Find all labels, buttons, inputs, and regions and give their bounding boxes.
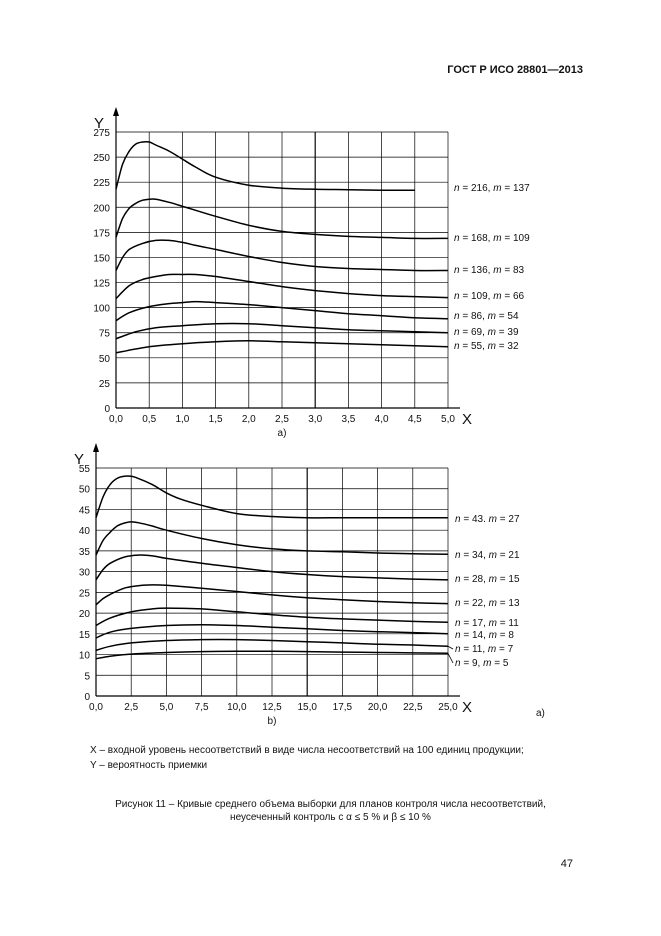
y-tick-label: 225 (93, 178, 110, 190)
y-tick-label: 25 (98, 378, 110, 390)
y-axis-arrowhead (113, 107, 119, 116)
x-tick-label: 4,0 (374, 414, 389, 425)
series-group (96, 476, 453, 663)
series-label: n = 69, m = 39 (454, 327, 519, 338)
chart-a (0, 88, 661, 438)
series-leader (448, 646, 453, 649)
x-description: X – входной уровень несоответствий в виде числа несоответствий на 100 единиц продукции; (90, 745, 524, 756)
chart-b (0, 430, 661, 740)
x-tick-label: 20,0 (367, 702, 388, 713)
axis-legend (90, 743, 524, 773)
x-tick-label: 4,5 (407, 414, 422, 425)
y-tick-label: 100 (93, 303, 110, 315)
y-tick-label: 75 (98, 328, 110, 340)
y-tick-label: 55 (78, 464, 90, 475)
x-tick-label: 12,5 (262, 702, 282, 713)
series-label: n = 22, m = 13 (455, 598, 520, 609)
y-tick-label: 40 (78, 526, 90, 538)
y-tick-label: 15 (78, 629, 90, 641)
x-tick-label: 15,0 (297, 702, 317, 713)
x-tick-label: 17,5 (332, 702, 353, 713)
x-tick-label: 1,5 (208, 414, 223, 425)
x-tick-label: 7,5 (194, 702, 209, 713)
x-tick-label: 3,0 (308, 414, 323, 425)
y-tick-label: 0 (84, 692, 90, 703)
x-axis-label: X (462, 699, 473, 716)
series-label: n = 14, m = 8 (455, 630, 514, 641)
y-tick-label: 45 (78, 505, 90, 517)
series-label: n = 17, m = 11 (455, 618, 519, 629)
y-tick-label: 200 (93, 203, 110, 215)
panel-label: b) (267, 716, 277, 727)
series-label: n = 43. m = 27 (455, 514, 520, 525)
x-tick-label: 0,0 (89, 702, 103, 713)
series-label: n = 136, m = 83 (454, 265, 525, 276)
y-tick-label: 0 (104, 404, 110, 415)
x-tick-label: 0,0 (109, 414, 123, 425)
y-tick-label: 275 (93, 128, 110, 139)
series-label: n = 9, m = 5 (455, 658, 509, 669)
series-line (116, 142, 415, 191)
y-tick-label: 150 (93, 253, 110, 265)
document-id: ГОСТ Р ИСО 28801—2013 (447, 64, 583, 76)
x-tick-label: 2,0 (241, 414, 256, 425)
series-label: n = 216, m = 137 (454, 183, 530, 194)
y-axis-label: Y (94, 115, 105, 132)
y-tick-label: 50 (98, 353, 110, 365)
x-tick-label: 2,5 (124, 702, 139, 713)
x-tick-label: 10,0 (227, 702, 247, 713)
y-tick-label: 20 (78, 609, 90, 621)
x-tick-label: 1,0 (175, 414, 190, 425)
x-tick-label: 5,0 (159, 702, 174, 713)
figure-caption (0, 798, 661, 824)
y-description: Y – вероятность приемки (90, 760, 208, 771)
y-tick-label: 250 (93, 153, 110, 165)
y-axis-arrowhead (93, 443, 99, 452)
grid (96, 468, 448, 696)
x-tick-label: 22,5 (403, 702, 423, 713)
series-label: n = 11, m = 7 (455, 644, 514, 655)
page-number: 47 (560, 858, 573, 870)
x-axis-label: X (462, 411, 473, 428)
y-axis-label: Y (74, 451, 85, 468)
x-tick-label: 2,5 (275, 414, 289, 425)
y-tick-label: 35 (78, 546, 90, 558)
x-tick-label: 5,0 (441, 414, 455, 425)
x-tick-label: 3,5 (341, 414, 356, 425)
corner-label: a) (536, 708, 545, 719)
y-tick-label: 5 (84, 671, 90, 683)
panel-label: a) (277, 428, 287, 438)
series-leader (448, 653, 453, 663)
y-tick-label: 125 (93, 278, 110, 290)
y-tick-label: 50 (78, 484, 90, 496)
y-tick-label: 175 (93, 228, 110, 240)
y-tick-label: 30 (78, 567, 90, 579)
x-tick-label: 0,5 (142, 414, 157, 425)
series-label: n = 28, m = 15 (455, 574, 520, 585)
x-tick-label: 25,0 (438, 702, 458, 713)
series-label: n = 109, m = 66 (454, 291, 525, 302)
series-label: n = 168, m = 109 (454, 233, 530, 244)
y-tick-label: 10 (78, 650, 90, 662)
caption-line-2: неусеченный контроль с α ≤ 5 % и β ≤ 10 % (230, 812, 431, 823)
series-label: n = 86, m = 54 (454, 311, 519, 322)
series-label: n = 34, m = 21 (455, 550, 520, 561)
series-label: n = 55, m = 32 (454, 341, 519, 352)
y-tick-label: 25 (78, 588, 90, 600)
caption-line-1: Рисунок 11 – Кривые среднего объема выборки для планов контроля числа несоответствий, (115, 799, 546, 810)
